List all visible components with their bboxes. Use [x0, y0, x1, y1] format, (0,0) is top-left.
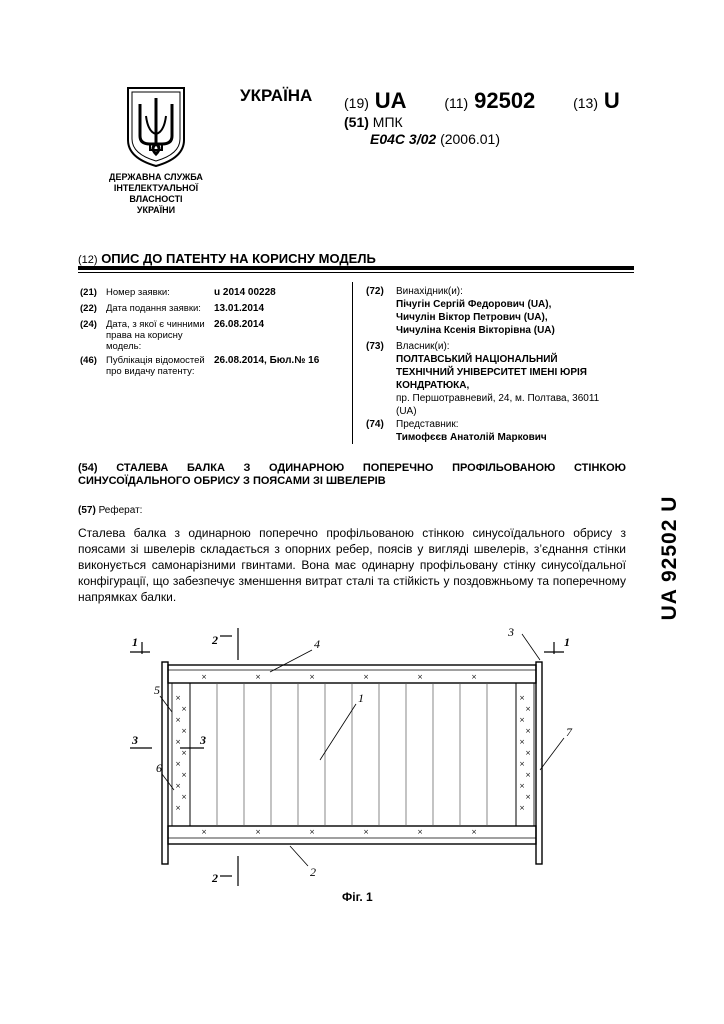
svg-text:×: × — [181, 771, 187, 779]
svg-text:×: × — [255, 673, 261, 681]
ref-label: 5 — [154, 683, 160, 697]
svg-text:×: × — [175, 738, 181, 746]
title-line-2: СИНУСОЇДАЛЬНОГО ОБРИСУ З ПОЯСАМИ ЗІ ШВЕЛЕРІВ — [78, 475, 386, 487]
representative-name: Тимофєєв Анатолій Маркович — [396, 432, 547, 443]
section-marks — [130, 628, 564, 886]
svg-text:×: × — [175, 716, 181, 724]
section-label: 1 — [564, 635, 570, 649]
biblio-value: 26.08.2014, Бюл.№ 16 — [214, 355, 320, 366]
section-label: 1 — [132, 635, 138, 649]
inid-code: (21) — [80, 287, 97, 298]
inid-code: (74) — [366, 419, 384, 430]
patent-office-name — [100, 172, 212, 216]
ref-label: 4 — [314, 637, 320, 651]
mpk-label: МПК — [372, 114, 403, 130]
side-patent-id-text: UA 92502 U — [658, 495, 681, 621]
inid-51: (51) — [344, 114, 369, 130]
svg-text:×: × — [175, 760, 181, 768]
svg-text:×: × — [201, 673, 207, 681]
svg-text:×: × — [417, 828, 423, 836]
inid-11: (11) — [444, 95, 469, 111]
mpk-label-line — [344, 114, 403, 130]
title-text-1: СТАЛЕВА БАЛКА З ОДИНАРНОЮ ПОПЕРЕЧНО ПРОФІЛЬОВАНОЮ СТІНКОЮ — [116, 462, 626, 474]
ref-label: 2 — [310, 865, 316, 879]
ipc-classification — [370, 131, 500, 147]
inid-12: (12) — [78, 254, 98, 266]
ipc-class: E04C 3/02 — [370, 131, 437, 147]
invention-title — [78, 462, 626, 488]
side-patent-id — [658, 478, 682, 638]
header-rule-thin — [78, 272, 634, 273]
biblio-value: u 2014 00228 — [214, 287, 276, 298]
office-line: УКРАЇНИ — [136, 205, 176, 215]
svg-text:×: × — [309, 673, 315, 681]
inid-code: (73) — [366, 341, 384, 352]
svg-text:×: × — [181, 793, 187, 801]
svg-text:×: × — [181, 727, 187, 735]
svg-text:×: × — [175, 804, 181, 812]
biblio-value: 13.01.2014 — [214, 303, 265, 314]
section-label: 2 — [212, 633, 218, 647]
owner-address-line: пр. Першотравневий, 24, м. Полтава, 36011 — [396, 393, 600, 404]
country-code: UA — [374, 88, 407, 113]
inid-code: (72) — [366, 286, 384, 297]
svg-text:×: × — [519, 716, 525, 724]
ref-label: 7 — [566, 725, 572, 739]
svg-text:×: × — [175, 782, 181, 790]
biblio-label: Дата, з якої є чинними права на корисну модель: — [106, 319, 205, 352]
svg-text:×: × — [181, 705, 187, 713]
svg-text:×: × — [181, 749, 187, 757]
svg-text:×: × — [417, 673, 423, 681]
abstract-heading — [78, 505, 142, 516]
svg-text:×: × — [309, 828, 315, 836]
owner-address-line: (UA) — [396, 406, 417, 417]
svg-text:×: × — [363, 673, 369, 681]
inid-19: (19) — [344, 95, 369, 111]
section-label: 3 — [200, 733, 206, 747]
inid-code: (46) — [80, 355, 97, 366]
svg-text:×: × — [175, 694, 181, 702]
owner-name-line: ПОЛТАВСЬКИЙ НАЦІОНАЛЬНИЙ — [396, 354, 558, 365]
inid-13: (13) — [573, 95, 598, 111]
biblio-label: Публікація відомостей про видачу патенту: — [106, 355, 205, 377]
svg-text:×: × — [525, 705, 531, 713]
country-name: УКРАЇНА — [240, 86, 313, 105]
svg-text:×: × — [471, 673, 477, 681]
figure-1-drawing — [120, 620, 590, 890]
section-label: 3 — [132, 733, 138, 747]
patent-number: 92502 — [474, 88, 536, 113]
office-line: ІНТЕЛЕКТУАЛЬНОЇ — [113, 183, 199, 193]
figure-caption: Фіг. 1 — [342, 890, 373, 904]
web-corrugations — [217, 683, 487, 826]
owner-name-line: ТЕХНІЧНИЙ УНІВЕРСИТЕТ ІМЕНІ ЮРІЯ — [396, 367, 587, 378]
svg-text:×: × — [525, 749, 531, 757]
representative-label: Представник: — [396, 419, 459, 430]
svg-text:×: × — [519, 782, 525, 790]
column-divider — [352, 282, 353, 444]
document-type-heading — [78, 251, 376, 266]
ref-label: 1 — [358, 691, 364, 705]
inid-code: (24) — [80, 319, 97, 330]
coat-of-arms-emblem — [124, 86, 188, 168]
svg-text:×: × — [525, 793, 531, 801]
svg-text:×: × — [525, 771, 531, 779]
header-rule — [78, 266, 634, 270]
svg-text:×: × — [519, 694, 525, 702]
biblio-label: Номер заявки: — [106, 287, 170, 298]
abstract-text: Сталева балка з одинарною поперечно профільованою стінкою синусоїдального обрису з поясами зі швелерів складається з опорних ребер, поясів у вигляді швелерів, з’єднання стінки виконується самонарізними гвинтами. Вона має одинарну профільовану стінку синусоїдальної конфігурації, що забезпечує зменшення витрат сталі та стійкість у поздовжньому та поперечному напрямках балки. — [78, 526, 626, 604]
biblio-value: 26.08.2014 — [214, 319, 265, 330]
inventor-name: Чичуліна Ксенія Вікторівна (UA) — [396, 325, 555, 336]
self-tapping-screws — [175, 673, 531, 836]
owner-label: Власник(и): — [396, 341, 450, 352]
ipc-version: (2006.01) — [440, 131, 500, 147]
biblio-label: Дата подання заявки: — [106, 303, 201, 314]
svg-text:×: × — [201, 828, 207, 836]
svg-text:×: × — [519, 760, 525, 768]
svg-text:×: × — [363, 828, 369, 836]
ref-label: 6 — [156, 761, 162, 775]
patent-id-line — [344, 88, 622, 114]
inid-code: (22) — [80, 303, 97, 314]
office-line: ВЛАСНОСТІ — [129, 194, 183, 204]
svg-text:×: × — [519, 804, 525, 812]
section-label: 2 — [212, 871, 218, 885]
office-line: ДЕРЖАВНА СЛУЖБА — [109, 172, 203, 182]
inventors-label: Винахідник(и): — [396, 286, 463, 297]
svg-text:×: × — [519, 738, 525, 746]
reference-leaders — [160, 634, 564, 866]
inid-54: (54) — [78, 462, 98, 474]
document-type: ОПИС ДО ПАТЕНТУ НА КОРИСНУ МОДЕЛЬ — [101, 251, 376, 266]
svg-text:×: × — [471, 828, 477, 836]
owner-name-line: КОНДРАТЮКА, — [396, 380, 470, 391]
inventor-name: Чичулін Віктор Петрович (UA), — [396, 312, 548, 323]
abstract-label: Реферат: — [98, 505, 143, 516]
inventor-name: Пічугін Сергій Федорович (UA), — [396, 299, 552, 310]
ref-label: 3 — [508, 625, 514, 639]
svg-text:×: × — [525, 727, 531, 735]
inid-57: (57) — [78, 505, 96, 516]
kind-code: U — [603, 88, 620, 113]
title-line-1 — [78, 462, 626, 475]
svg-text:×: × — [255, 828, 261, 836]
